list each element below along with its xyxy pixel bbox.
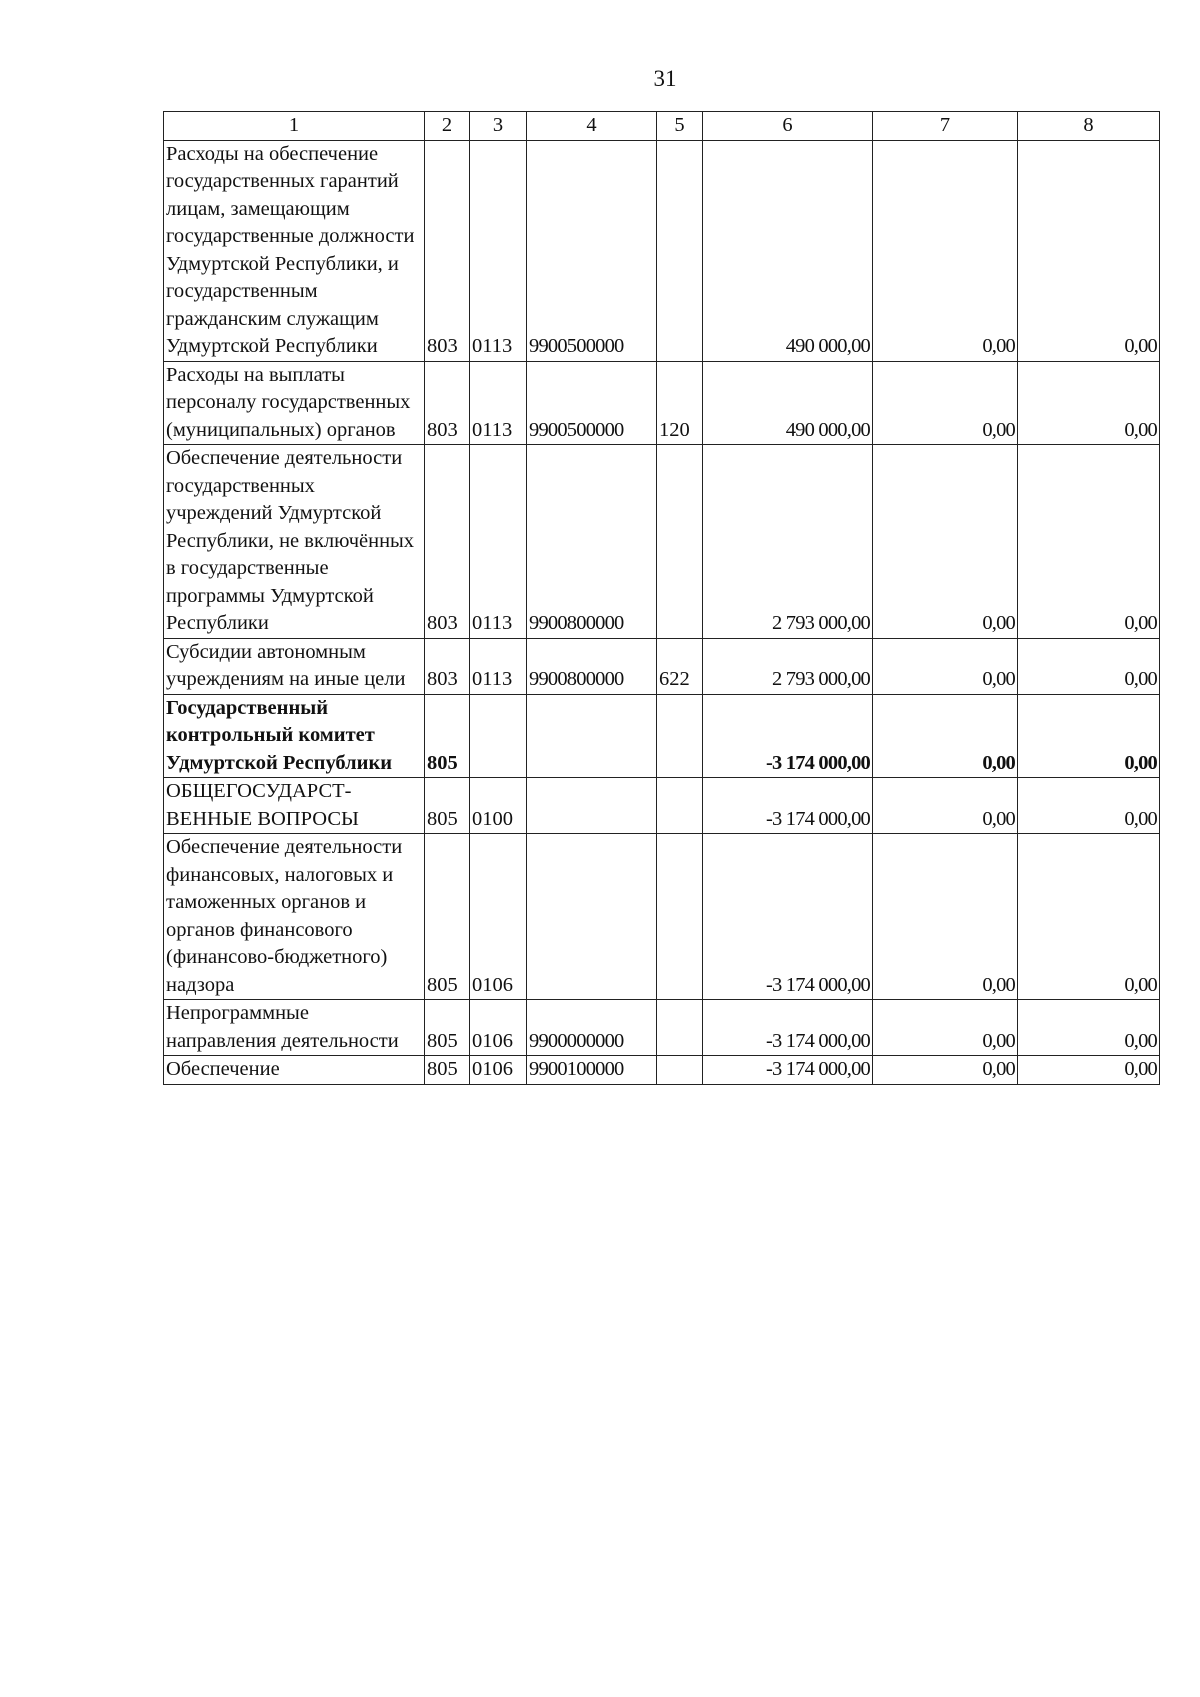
row-admin-code: 805	[425, 834, 470, 1000]
row-amount-6: 2 793 000,00	[703, 638, 873, 694]
row-amount-8: 0,00	[1018, 445, 1160, 639]
row-name: Государственный контрольный комитет Удмуртской Республики	[164, 694, 425, 778]
row-expense-type	[657, 445, 703, 639]
row-expense-type	[657, 694, 703, 778]
row-section-code: 0106	[470, 1056, 527, 1085]
row-expense-type: 120	[657, 361, 703, 445]
row-section-code	[470, 694, 527, 778]
row-admin-code: 805	[425, 778, 470, 834]
row-name: Обеспечение	[164, 1056, 425, 1085]
row-target-code	[527, 694, 657, 778]
row-amount-8: 0,00	[1018, 1000, 1160, 1056]
row-amount-7: 0,00	[873, 638, 1018, 694]
row-amount-7: 0,00	[873, 694, 1018, 778]
row-section-code: 0100	[470, 778, 527, 834]
row-admin-code: 803	[425, 361, 470, 445]
row-expense-type: 622	[657, 638, 703, 694]
row-expense-type	[657, 1000, 703, 1056]
col-header-3: 3	[470, 112, 527, 141]
row-name: Расходы на выплаты персоналу государственных (муниципальных) органов	[164, 361, 425, 445]
row-name: Обеспечение деятельности государственных учреждений Удмуртской Республики, не включённых в государственные программы Удмуртской Республики	[164, 445, 425, 639]
page-number: 31	[653, 66, 677, 91]
table-row	[164, 445, 1160, 639]
row-target-code: 9900100000	[527, 1056, 657, 1085]
row-admin-code: 805	[425, 1000, 470, 1056]
row-section-code: 0113	[470, 140, 527, 361]
row-section-code: 0106	[470, 1000, 527, 1056]
row-amount-6: 2 793 000,00	[703, 445, 873, 639]
row-section-code: 0113	[470, 638, 527, 694]
row-amount-7: 0,00	[873, 445, 1018, 639]
table-row	[164, 834, 1160, 1000]
row-amount-8: 0,00	[1018, 638, 1160, 694]
row-section-code: 0113	[470, 361, 527, 445]
row-name: Обеспечение деятельности финансовых, налоговых и таможенных органов и органов финансового (финансово-бюджетного) надзора	[164, 834, 425, 1000]
row-amount-6: -3 174 000,00	[703, 1056, 873, 1085]
table-row	[164, 1056, 1160, 1085]
table-row	[164, 1000, 1160, 1056]
row-amount-7: 0,00	[873, 361, 1018, 445]
row-section-code: 0113	[470, 445, 527, 639]
row-amount-8: 0,00	[1018, 361, 1160, 445]
table-row	[164, 361, 1160, 445]
row-target-code: 9900800000	[527, 638, 657, 694]
table-row	[164, 694, 1160, 778]
col-header-5: 5	[657, 112, 703, 141]
table-row	[164, 638, 1160, 694]
row-name: ОБЩЕГОСУДАРСТ-ВЕННЫЕ ВОПРОСЫ	[164, 778, 425, 834]
row-name: Непрограммные направления деятельности	[164, 1000, 425, 1056]
row-amount-8: 0,00	[1018, 140, 1160, 361]
budget-table	[163, 111, 1160, 1085]
row-expense-type	[657, 140, 703, 361]
row-amount-6: -3 174 000,00	[703, 694, 873, 778]
row-admin-code: 803	[425, 638, 470, 694]
row-amount-6: 490 000,00	[703, 140, 873, 361]
row-amount-8: 0,00	[1018, 834, 1160, 1000]
row-amount-6: -3 174 000,00	[703, 834, 873, 1000]
row-target-code: 9900000000	[527, 1000, 657, 1056]
row-name: Расходы на обеспечение государственных гарантий лицам, замещающим государственные должности Удмуртской Республики, и государственным гражданским служащим Удмуртской Республики	[164, 140, 425, 361]
row-amount-6: 490 000,00	[703, 361, 873, 445]
row-amount-7: 0,00	[873, 1000, 1018, 1056]
row-target-code	[527, 834, 657, 1000]
row-amount-7: 0,00	[873, 778, 1018, 834]
col-header-4: 4	[527, 112, 657, 141]
row-amount-6: -3 174 000,00	[703, 778, 873, 834]
row-amount-8: 0,00	[1018, 1056, 1160, 1085]
row-expense-type	[657, 834, 703, 1000]
row-amount-7: 0,00	[873, 1056, 1018, 1085]
col-header-6: 6	[703, 112, 873, 141]
row-expense-type	[657, 1056, 703, 1085]
row-amount-8: 0,00	[1018, 778, 1160, 834]
row-section-code: 0106	[470, 834, 527, 1000]
table-row	[164, 778, 1160, 834]
header-row	[164, 112, 1160, 141]
col-header-7: 7	[873, 112, 1018, 141]
col-header-1: 1	[164, 112, 425, 141]
row-amount-8: 0,00	[1018, 694, 1160, 778]
col-header-2: 2	[425, 112, 470, 141]
row-admin-code: 805	[425, 1056, 470, 1085]
col-header-8: 8	[1018, 112, 1160, 141]
row-admin-code: 803	[425, 140, 470, 361]
row-admin-code: 805	[425, 694, 470, 778]
row-expense-type	[657, 778, 703, 834]
row-target-code: 9900500000	[527, 361, 657, 445]
row-amount-7: 0,00	[873, 834, 1018, 1000]
row-target-code: 9900500000	[527, 140, 657, 361]
row-admin-code: 803	[425, 445, 470, 639]
row-name: Субсидии автономным учреждениям на иные цели	[164, 638, 425, 694]
table-row	[164, 140, 1160, 361]
row-target-code: 9900800000	[527, 445, 657, 639]
row-target-code	[527, 778, 657, 834]
row-amount-7: 0,00	[873, 140, 1018, 361]
row-amount-6: -3 174 000,00	[703, 1000, 873, 1056]
